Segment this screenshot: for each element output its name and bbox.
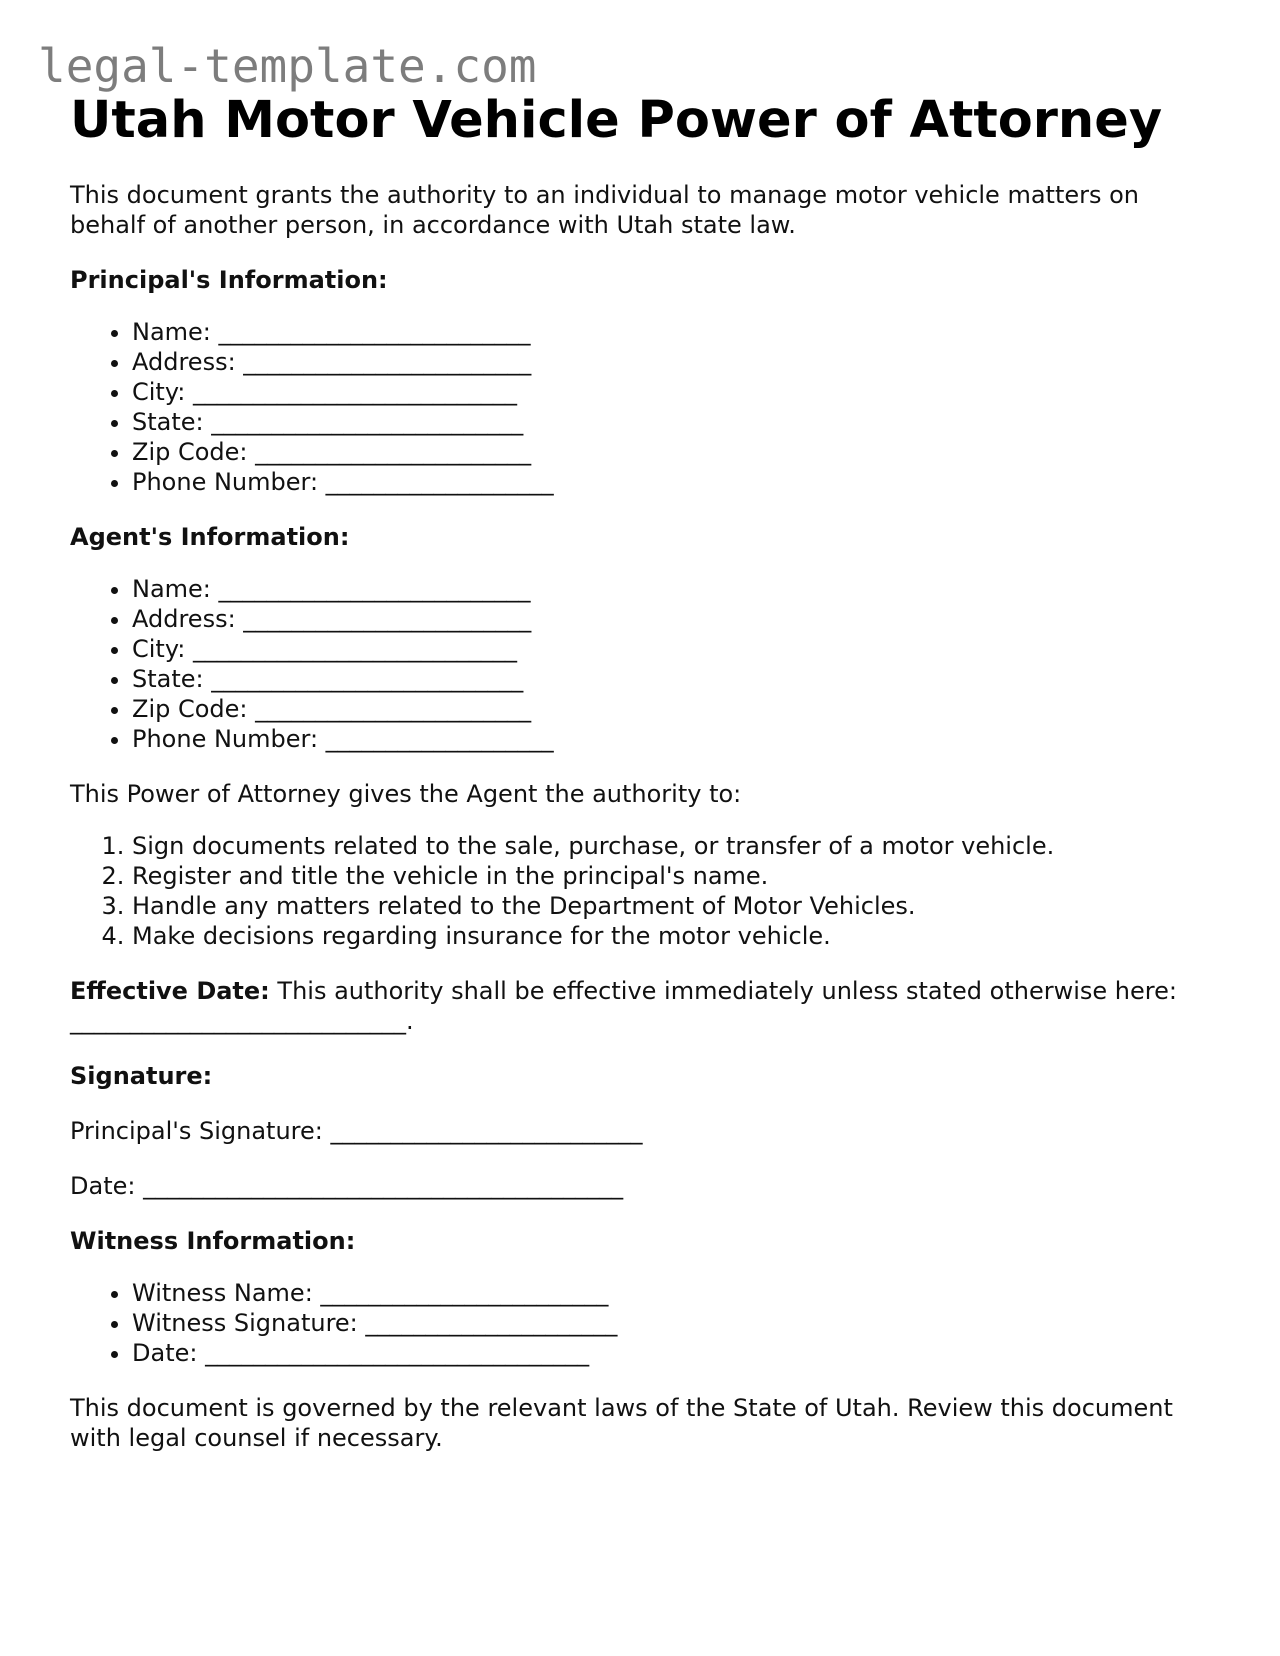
agent-heading: Agent's Information: <box>70 523 350 551</box>
authority-item: 3. Handle any matters related to the Department of Motor Vehicles. <box>132 891 1210 921</box>
witness-fields <box>70 1278 1210 1368</box>
agent-city-field: • City: ___________________________ <box>132 634 1210 664</box>
agent-address-field: • Address: ________________________ <box>132 604 1210 634</box>
effective-date-label: Effective Date: <box>70 977 270 1005</box>
witness-date-field: • Date: ________________________________ <box>132 1338 1210 1368</box>
authority-item: 4. Make decisions regarding insurance for the motor vehicle. <box>132 921 1210 951</box>
principal-zip-field: • Zip Code: _______________________ <box>132 437 1210 467</box>
authority-item: 2. Register and title the vehicle in the principal's name. <box>132 861 1210 891</box>
effective-date-text: This authority shall be effective immediately unless stated otherwise here: ____________________________. <box>70 977 1177 1035</box>
intro-paragraph: This document grants the authority to an individual to manage motor vehicle matters on behalf of another person, in accordance with Utah state law. <box>70 181 1140 239</box>
witness-signature-field: • Witness Signature: _____________________ <box>132 1308 1210 1338</box>
agent-name-field: • Name: __________________________ <box>132 574 1210 604</box>
effective-date-paragraph <box>70 976 1210 1036</box>
authority-list <box>70 831 1210 951</box>
signature-date-line: Date: ________________________________________ <box>70 1172 624 1200</box>
document-title: Utah Motor Vehicle Power of Attorney <box>70 91 1163 150</box>
watermark: legal-template.com <box>38 39 537 93</box>
principal-address-field: • Address: ________________________ <box>132 347 1210 377</box>
closing-paragraph: This document is governed by the relevant laws of the State of Utah. Review this document with legal counsel if necessary. <box>70 1394 1173 1452</box>
principal-phone-field: • Phone Number: ___________________ <box>132 467 1210 497</box>
principal-name-field: • Name: __________________________ <box>132 317 1210 347</box>
principal-fields <box>70 317 1210 497</box>
principal-heading: Principal's Information: <box>70 266 388 294</box>
authority-lead: This Power of Attorney gives the Agent the authority to: <box>70 780 742 808</box>
document-page <box>70 88 1210 1453</box>
agent-zip-field: • Zip Code: _______________________ <box>132 694 1210 724</box>
principal-signature-line: Principal's Signature: __________________________ <box>70 1117 643 1145</box>
principal-city-field: • City: ___________________________ <box>132 377 1210 407</box>
agent-fields <box>70 574 1210 754</box>
witness-name-field: • Witness Name: ________________________ <box>132 1278 1210 1308</box>
signature-heading: Signature: <box>70 1062 213 1090</box>
agent-phone-field: • Phone Number: ___________________ <box>132 724 1210 754</box>
witness-heading: Witness Information: <box>70 1227 356 1255</box>
agent-state-field: • State: __________________________ <box>132 664 1210 694</box>
principal-state-field: • State: __________________________ <box>132 407 1210 437</box>
authority-item: 1. Sign documents related to the sale, purchase, or transfer of a motor vehicle. <box>132 831 1210 861</box>
